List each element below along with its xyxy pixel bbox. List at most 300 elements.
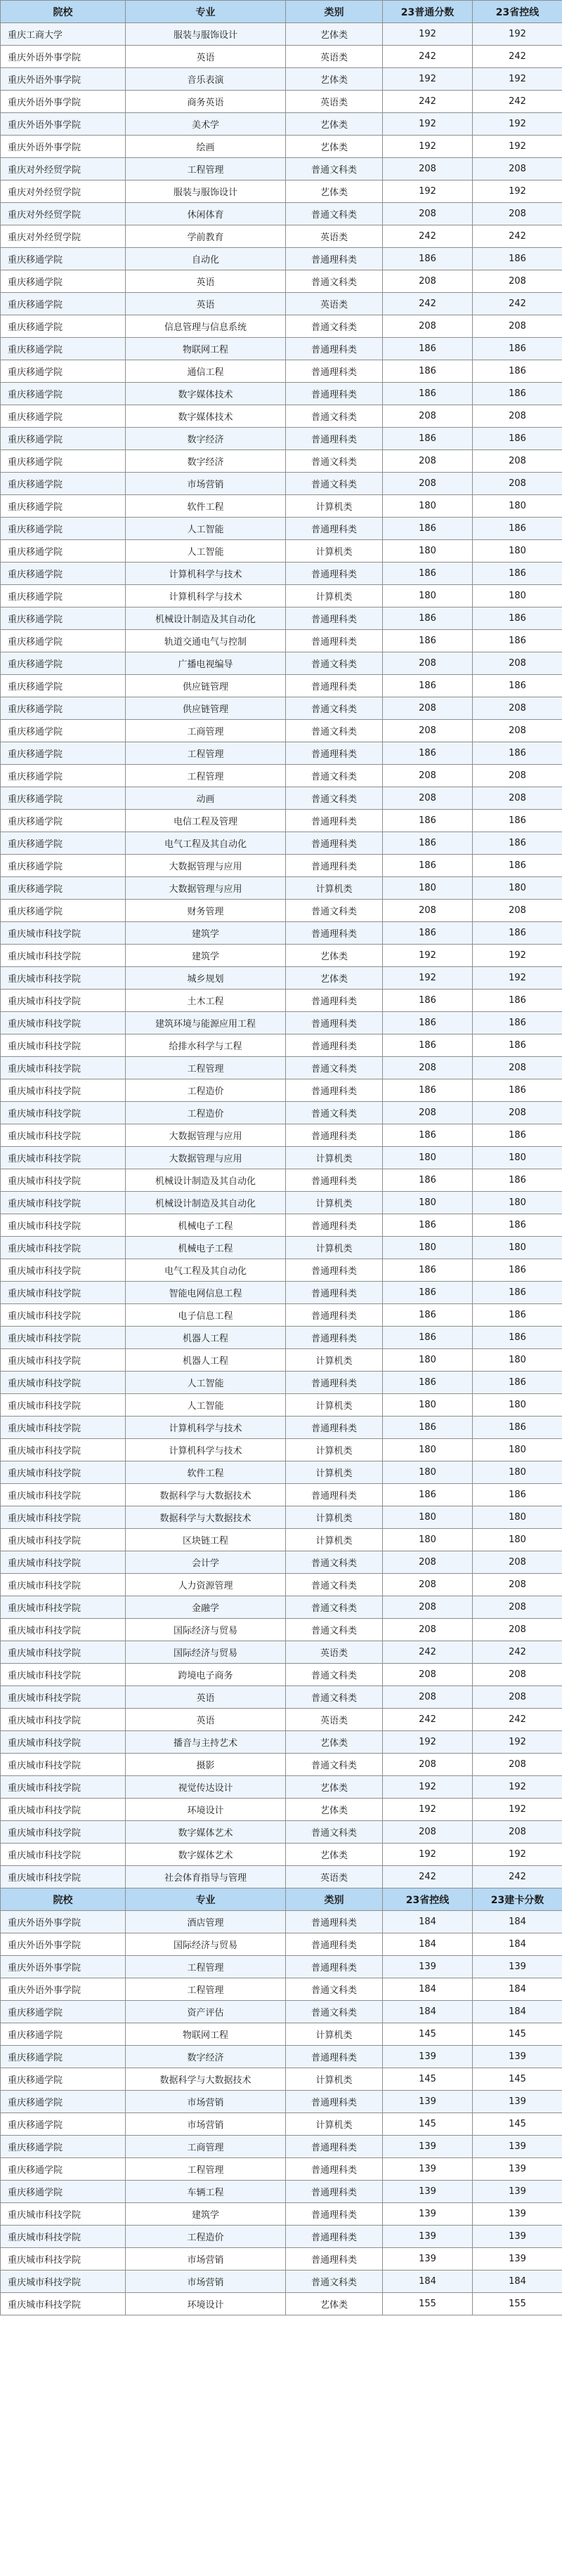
cell-control-line: 208 [473,1102,562,1124]
table-row [1,2091,562,2113]
cell-major: 机器人工程 [126,1327,286,1349]
cell-major: 机械电子工程 [126,1237,286,1259]
cell-category: 普通理科类 [286,338,383,360]
cell-major: 服装与服饰设计 [126,23,286,46]
cell-score: 242 [383,1866,473,1888]
cell-control-line: 208 [473,473,562,495]
cell-school: 重庆城市科技学院 [1,1551,126,1574]
cell-score: 186 [383,922,473,945]
cell-school: 重庆城市科技学院 [1,1282,126,1304]
cell-category: 艺体类 [286,1776,383,1799]
cell-major: 工程管理 [126,1956,286,1978]
cell-major: 休闲体育 [126,203,286,225]
cell-school: 重庆城市科技学院 [1,1574,126,1596]
cell-school: 重庆移通学院 [1,787,126,810]
table-row [1,855,562,877]
cell-school: 重庆移通学院 [1,473,126,495]
cell-control-line: 192 [473,23,562,46]
table-row [1,1394,562,1417]
cell-score: 180 [383,495,473,518]
table-row [1,1079,562,1102]
cell-category: 计算机类 [286,2068,383,2091]
table-row [1,315,562,338]
cell-school: 重庆移通学院 [1,855,126,877]
cell-major: 环境设计 [126,1799,286,1821]
cell-control-line: 208 [473,1664,562,1686]
cell-school: 重庆移通学院 [1,607,126,630]
cell-score: 145 [383,2068,473,2091]
cell-major: 英语 [126,270,286,293]
cell-school: 重庆移通学院 [1,428,126,450]
table-row [1,338,562,360]
table-row [1,990,562,1012]
table-row [1,1439,562,1461]
table-row [1,2181,562,2203]
cell-major: 大数据管理与应用 [126,1147,286,1169]
cell-control-line: 208 [473,720,562,742]
cell-score: 180 [383,1147,473,1169]
cell-major: 机械设计制造及其自动化 [126,1169,286,1192]
cell-major: 国际经济与贸易 [126,1933,286,1956]
cell-school: 重庆移通学院 [1,2001,126,2023]
cell-school: 重庆城市科技学院 [1,1776,126,1799]
cell-score: 186 [383,518,473,540]
cell-score: 139 [383,2136,473,2158]
cell-major: 工程管理 [126,2158,286,2181]
cell-control-line: 186 [473,742,562,765]
cell-score: 208 [383,1686,473,1709]
cell-score: 139 [383,2226,473,2248]
cell-school: 重庆移通学院 [1,742,126,765]
cell-category: 普通理科类 [286,1282,383,1304]
cell-control-line: 139 [473,2136,562,2158]
cell-score: 208 [383,900,473,922]
cell-school: 重庆移通学院 [1,832,126,855]
cell-score: 186 [383,607,473,630]
cell-control-line: 192 [473,136,562,158]
cell-score: 208 [383,1102,473,1124]
cell-major: 人工智能 [126,518,286,540]
cell-control-line: 242 [473,293,562,315]
cell-score: 180 [383,585,473,607]
cell-control-line: 186 [473,1079,562,1102]
cell-score: 208 [383,1551,473,1574]
cell-major: 机械设计制造及其自动化 [126,1192,286,1214]
cell-school: 重庆城市科技学院 [1,1641,126,1664]
cell-major: 服装与服饰设计 [126,180,286,203]
cell-score: 242 [383,293,473,315]
cell-major: 人工智能 [126,540,286,563]
cell-control-line: 186 [473,630,562,652]
cell-score: 192 [383,1799,473,1821]
cell-category: 艺体类 [286,23,383,46]
cell-category: 普通理科类 [286,1417,383,1439]
cell-category: 普通文科类 [286,1596,383,1619]
cell-control-line: 180 [473,1439,562,1461]
cell-major: 软件工程 [126,495,286,518]
cell-major: 音乐表演 [126,68,286,91]
table-row [1,1012,562,1034]
cell-school: 重庆城市科技学院 [1,1214,126,1237]
cell-school: 重庆外语外事学院 [1,91,126,113]
cell-major: 供应链管理 [126,697,286,720]
cell-major: 给排水科学与工程 [126,1034,286,1057]
header-major: 专业 [126,1,286,23]
table-row [1,2046,562,2068]
cell-school: 重庆对外经贸学院 [1,158,126,180]
cell-control-line: 208 [473,652,562,675]
cell-category: 英语类 [286,225,383,248]
cell-major: 学前教育 [126,225,286,248]
cell-category: 普通文科类 [286,1619,383,1641]
cell-school: 重庆外语外事学院 [1,1911,126,1933]
cell-school: 重庆城市科技学院 [1,1619,126,1641]
cell-score: 192 [383,113,473,136]
table-row [1,1102,562,1124]
cell-control-line: 208 [473,765,562,787]
cell-category: 普通文科类 [286,450,383,473]
cell-category: 普通理科类 [286,922,383,945]
cell-control-line: 186 [473,1417,562,1439]
cell-school: 重庆城市科技学院 [1,1237,126,1259]
cell-control-line: 180 [473,585,562,607]
cell-major: 国际经济与贸易 [126,1619,286,1641]
cell-category: 计算机类 [286,1349,383,1372]
cell-category: 普通文科类 [286,473,383,495]
table-row [1,158,562,180]
cell-score: 242 [383,225,473,248]
cell-school: 重庆移通学院 [1,270,126,293]
cell-control-line: 186 [473,1484,562,1506]
cell-category: 普通理科类 [286,2158,383,2181]
cell-control-line: 139 [473,2203,562,2226]
table-row [1,46,562,68]
cell-category: 英语类 [286,293,383,315]
header-control-line: 23省控线 [383,1888,473,1911]
cell-school: 重庆城市科技学院 [1,1799,126,1821]
cell-category: 普通理科类 [286,1034,383,1057]
cell-school: 重庆城市科技学院 [1,1192,126,1214]
table-row [1,1529,562,1551]
cell-major: 商务英语 [126,91,286,113]
header-category: 类别 [286,1,383,23]
cell-major: 建筑学 [126,945,286,967]
cell-score: 180 [383,1529,473,1551]
cell-category: 普通理科类 [286,2091,383,2113]
cell-category: 普通理科类 [286,2046,383,2068]
cell-major: 计算机科学与技术 [126,563,286,585]
cell-category: 艺体类 [286,136,383,158]
cell-score: 242 [383,46,473,68]
cell-school: 重庆移通学院 [1,810,126,832]
cell-control-line: 186 [473,1327,562,1349]
cell-school: 重庆城市科技学院 [1,1259,126,1282]
table-row [1,1349,562,1372]
cell-school: 重庆工商大学 [1,23,126,46]
cell-control-line: 184 [473,1933,562,1956]
table-row [1,405,562,428]
cell-control-line: 186 [473,1124,562,1147]
cell-major: 自动化 [126,248,286,270]
cell-school: 重庆移通学院 [1,315,126,338]
table-row [1,180,562,203]
header-category: 类别 [286,1888,383,1911]
cell-category: 计算机类 [286,2113,383,2136]
cell-major: 市场营销 [126,2271,286,2293]
cell-control-line: 208 [473,697,562,720]
cell-school: 重庆移通学院 [1,495,126,518]
cell-category: 英语类 [286,1866,383,1888]
cell-control-line: 186 [473,360,562,383]
table-row [1,1754,562,1776]
cell-major: 财务管理 [126,900,286,922]
cell-control-line: 242 [473,46,562,68]
table-row [1,495,562,518]
cell-score: 192 [383,945,473,967]
cell-category: 普通理科类 [286,1933,383,1956]
cell-category: 普通文科类 [286,1978,383,2001]
cell-score: 242 [383,1641,473,1664]
cell-category: 普通理科类 [286,607,383,630]
table-row [1,2226,562,2248]
cell-control-line: 208 [473,1754,562,1776]
cell-major: 人工智能 [126,1394,286,1417]
cell-control-line: 242 [473,1641,562,1664]
cell-category: 艺体类 [286,1731,383,1754]
cell-major: 市场营销 [126,473,286,495]
cell-control-line: 186 [473,338,562,360]
cell-major: 广播电视编导 [126,652,286,675]
cell-control-line: 145 [473,2023,562,2046]
cell-score: 184 [383,2001,473,2023]
header-major: 专业 [126,1888,286,1911]
table-row [1,1956,562,1978]
cell-control-line: 186 [473,675,562,697]
cell-major: 摄影 [126,1754,286,1776]
table-row [1,248,562,270]
cell-score: 180 [383,1192,473,1214]
cell-major: 英语 [126,293,286,315]
cell-control-line: 186 [473,1012,562,1034]
cell-score: 180 [383,540,473,563]
table-row [1,1327,562,1349]
cell-school: 重庆对外经贸学院 [1,225,126,248]
cell-category: 普通理科类 [286,1304,383,1327]
cell-major: 软件工程 [126,1461,286,1484]
cell-category: 普通理科类 [286,383,383,405]
cell-category: 英语类 [286,1641,383,1664]
cell-control-line: 208 [473,1574,562,1596]
cell-score: 186 [383,1124,473,1147]
cell-school: 重庆城市科技学院 [1,1372,126,1394]
cell-control-line: 192 [473,1799,562,1821]
cell-control-line: 145 [473,2113,562,2136]
cell-category: 普通文科类 [286,315,383,338]
cell-school: 重庆外语外事学院 [1,1933,126,1956]
cell-score: 186 [383,630,473,652]
cell-score: 208 [383,697,473,720]
cell-score: 184 [383,2271,473,2293]
cell-score: 180 [383,877,473,900]
cell-score: 192 [383,1776,473,1799]
cell-score: 180 [383,1349,473,1372]
cell-school: 重庆外语外事学院 [1,68,126,91]
cell-school: 重庆外语外事学院 [1,1956,126,1978]
cell-category: 普通文科类 [286,1057,383,1079]
cell-major: 信息管理与信息系统 [126,315,286,338]
cell-school: 重庆城市科技学院 [1,1821,126,1844]
cell-category: 普通理科类 [286,248,383,270]
cell-category: 普通理科类 [286,630,383,652]
table-row [1,518,562,540]
table-row [1,113,562,136]
cell-major: 机器人工程 [126,1349,286,1372]
cell-category: 普通文科类 [286,1686,383,1709]
cell-score: 186 [383,338,473,360]
cell-category: 艺体类 [286,180,383,203]
cell-control-line: 242 [473,225,562,248]
cell-school: 重庆移通学院 [1,675,126,697]
cell-control-line: 186 [473,1304,562,1327]
cell-category: 普通理科类 [286,2203,383,2226]
cell-major: 电信工程及管理 [126,810,286,832]
cell-category: 普通文科类 [286,1574,383,1596]
table-row [1,1619,562,1641]
cell-control-line: 186 [473,1169,562,1192]
cell-category: 普通文科类 [286,203,383,225]
cell-major: 大数据管理与应用 [126,855,286,877]
cell-category: 普通理科类 [286,832,383,855]
cell-category: 普通理科类 [286,1214,383,1237]
cell-score: 208 [383,765,473,787]
cell-major: 数字媒体艺术 [126,1821,286,1844]
cell-control-line: 180 [473,1529,562,1551]
table-row [1,1259,562,1282]
cell-category: 普通理科类 [286,428,383,450]
cell-school: 重庆移通学院 [1,2113,126,2136]
cell-major: 工程造价 [126,2226,286,2248]
cell-category: 普通理科类 [286,1169,383,1192]
table-row [1,1911,562,1933]
cell-score: 186 [383,248,473,270]
cell-score: 186 [383,428,473,450]
cell-category: 艺体类 [286,1799,383,1821]
cell-school: 重庆城市科技学院 [1,1417,126,1439]
table-row [1,2001,562,2023]
cell-score: 180 [383,1506,473,1529]
cell-category: 普通理科类 [286,1911,383,1933]
cell-category: 普通理科类 [286,742,383,765]
cell-category: 普通理科类 [286,1484,383,1506]
cell-score: 208 [383,270,473,293]
table-row [1,428,562,450]
cell-category: 普通文科类 [286,1551,383,1574]
cell-control-line: 208 [473,405,562,428]
cell-control-line: 180 [473,1461,562,1484]
cell-school: 重庆城市科技学院 [1,2293,126,2315]
table-row [1,900,562,922]
cell-school: 重庆移通学院 [1,518,126,540]
cell-major: 会计学 [126,1551,286,1574]
cell-major: 资产评估 [126,2001,286,2023]
cell-category: 普通文科类 [286,1821,383,1844]
cell-major: 数字媒体艺术 [126,1844,286,1866]
cell-school: 重庆城市科技学院 [1,1844,126,1866]
table-row [1,1731,562,1754]
table-row [1,1147,562,1169]
cell-control-line: 192 [473,113,562,136]
cell-control-line: 208 [473,450,562,473]
cell-control-line: 208 [473,900,562,922]
cell-school: 重庆城市科技学院 [1,2271,126,2293]
cell-control-line: 180 [473,1506,562,1529]
cell-category: 普通文科类 [286,2271,383,2293]
cell-category: 普通理科类 [286,990,383,1012]
table-row [1,2068,562,2091]
cell-major: 人力资源管理 [126,1574,286,1596]
cell-school: 重庆城市科技学院 [1,1664,126,1686]
cell-school: 重庆城市科技学院 [1,2226,126,2248]
cell-major: 物联网工程 [126,2023,286,2046]
table-row [1,630,562,652]
table-row [1,1978,562,2001]
cell-school: 重庆移通学院 [1,697,126,720]
cell-category: 普通文科类 [286,158,383,180]
cell-category: 普通理科类 [286,855,383,877]
cell-score: 186 [383,1304,473,1327]
cell-category: 艺体类 [286,2293,383,2315]
cell-category: 计算机类 [286,1529,383,1551]
header-control-line: 23省控线 [473,1,562,23]
table-row [1,607,562,630]
cell-major: 轨道交通电气与控制 [126,630,286,652]
cell-school: 重庆城市科技学院 [1,990,126,1012]
cell-school: 重庆移通学院 [1,2181,126,2203]
cell-major: 工程管理 [126,765,286,787]
cell-school: 重庆城市科技学院 [1,1012,126,1034]
cell-score: 186 [383,742,473,765]
cell-school: 重庆城市科技学院 [1,1304,126,1327]
cell-major: 建筑学 [126,922,286,945]
cell-control-line: 180 [473,1394,562,1417]
table-row [1,1686,562,1709]
cell-school: 重庆外语外事学院 [1,1978,126,2001]
cell-school: 重庆城市科技学院 [1,1866,126,1888]
cell-category: 艺体类 [286,113,383,136]
cell-school: 重庆外语外事学院 [1,136,126,158]
cell-score: 192 [383,180,473,203]
cell-school: 重庆城市科技学院 [1,1034,126,1057]
table-row [1,1124,562,1147]
cell-score: 208 [383,1821,473,1844]
cell-major: 工程管理 [126,1057,286,1079]
cell-control-line: 242 [473,1709,562,1731]
cell-school: 重庆移通学院 [1,2136,126,2158]
cell-score: 208 [383,1596,473,1619]
cell-control-line: 155 [473,2293,562,2315]
cell-school: 重庆移通学院 [1,563,126,585]
cell-category: 普通文科类 [286,652,383,675]
cell-category: 普通理科类 [286,360,383,383]
table-row [1,293,562,315]
cell-control-line: 139 [473,2181,562,2203]
cell-school: 重庆移通学院 [1,540,126,563]
table-row [1,652,562,675]
table-row [1,1709,562,1731]
cell-control-line: 139 [473,2158,562,2181]
cell-school: 重庆移通学院 [1,2046,126,2068]
table-row [1,360,562,383]
